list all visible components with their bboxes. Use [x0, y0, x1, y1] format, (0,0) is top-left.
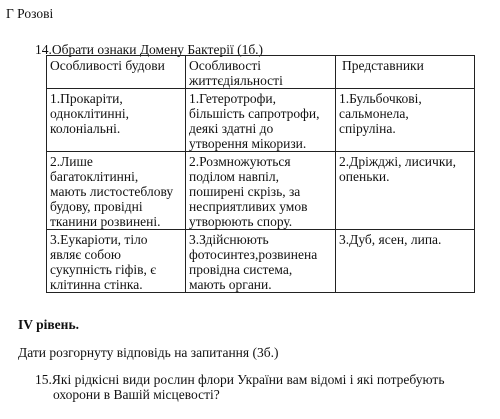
- question-15-line-1: 15.Які рідкісні види рослин флори України вам відомі і які потребують: [35, 372, 445, 387]
- table-header-row: [47, 56, 475, 89]
- cell-structure: [47, 89, 186, 152]
- cell-structure: [47, 152, 186, 230]
- cell-line: 3.Здійснюють: [189, 232, 269, 247]
- cell-line: сукупність гіфів, є: [50, 262, 157, 277]
- cell-line: одноклітинні,: [50, 106, 129, 121]
- table-row: [47, 152, 475, 230]
- cell-line: являє собою: [50, 247, 121, 262]
- cell-representatives: [336, 230, 475, 293]
- cell-line: колоніальні.: [50, 121, 121, 136]
- cell-representatives: [336, 89, 475, 152]
- variant-label: Г Розові: [6, 6, 54, 21]
- header-vital-activity: Особливості життєдіяльності: [186, 56, 336, 89]
- cell-line: опеньки.: [339, 169, 390, 184]
- question-15-line-2: охорони в Вашій місцевості?: [53, 387, 220, 402]
- cell-line: будову, провідні: [50, 199, 143, 214]
- level-title: IV рівень.: [18, 317, 79, 332]
- cell-line: клітинна стінка.: [50, 277, 143, 292]
- cell-line: 3.Еукаріоти, тіло: [50, 232, 148, 247]
- features-table: [46, 55, 475, 293]
- header-representatives: Представники: [336, 56, 475, 89]
- cell-line: тканини розвинені.: [50, 214, 161, 229]
- cell-line: 3.Дуб, ясен, липа.: [339, 232, 442, 247]
- cell-line: 1.Гетеротрофи,: [189, 91, 277, 106]
- cell-line: мають органи.: [189, 277, 272, 292]
- question-14-text: 14.Обрати ознаки Домену Бактерії (1б.): [35, 42, 264, 57]
- cell-line: 2.Лише: [50, 154, 93, 169]
- cell-line: деякі здатні до: [189, 121, 274, 136]
- cell-line: поділом навпіл,: [189, 169, 280, 184]
- cell-line: мають листостеблову: [50, 184, 174, 199]
- cell-line: спіруліна.: [339, 121, 396, 136]
- cell-line: несприятливих умов: [189, 199, 308, 214]
- table-row: [47, 230, 475, 293]
- table-row: [47, 89, 475, 152]
- cell-line: 1.Бульбочкові,: [339, 91, 422, 106]
- cell-line: 2.Розмножуються: [189, 154, 291, 169]
- cell-vital-activity: [186, 89, 336, 152]
- cell-structure: [47, 230, 186, 293]
- cell-line: утворення мікоризи.: [189, 136, 307, 151]
- cell-vital-activity: [186, 230, 336, 293]
- cell-line: багатоклітинні,: [50, 169, 139, 184]
- cell-line: утворюють спору.: [189, 214, 293, 229]
- cell-representatives: [336, 152, 475, 230]
- cell-line: більшість сапротрофи,: [189, 106, 320, 121]
- cell-line: сальмонела,: [339, 106, 409, 121]
- cell-line: поширені скрізь, за: [189, 184, 301, 199]
- cell-line: 1.Прокаріти,: [50, 91, 123, 106]
- task-instructions: Дати розгорнуту відповідь на запитання (3б.): [18, 345, 279, 360]
- header-structure: Особливості будови: [47, 56, 186, 89]
- cell-line: фотосинтез,розвинена: [189, 247, 318, 262]
- cell-vital-activity: [186, 152, 336, 230]
- cell-line: 2.Дріжджі, лисички,: [339, 154, 456, 169]
- cell-line: провідна система,: [189, 262, 293, 277]
